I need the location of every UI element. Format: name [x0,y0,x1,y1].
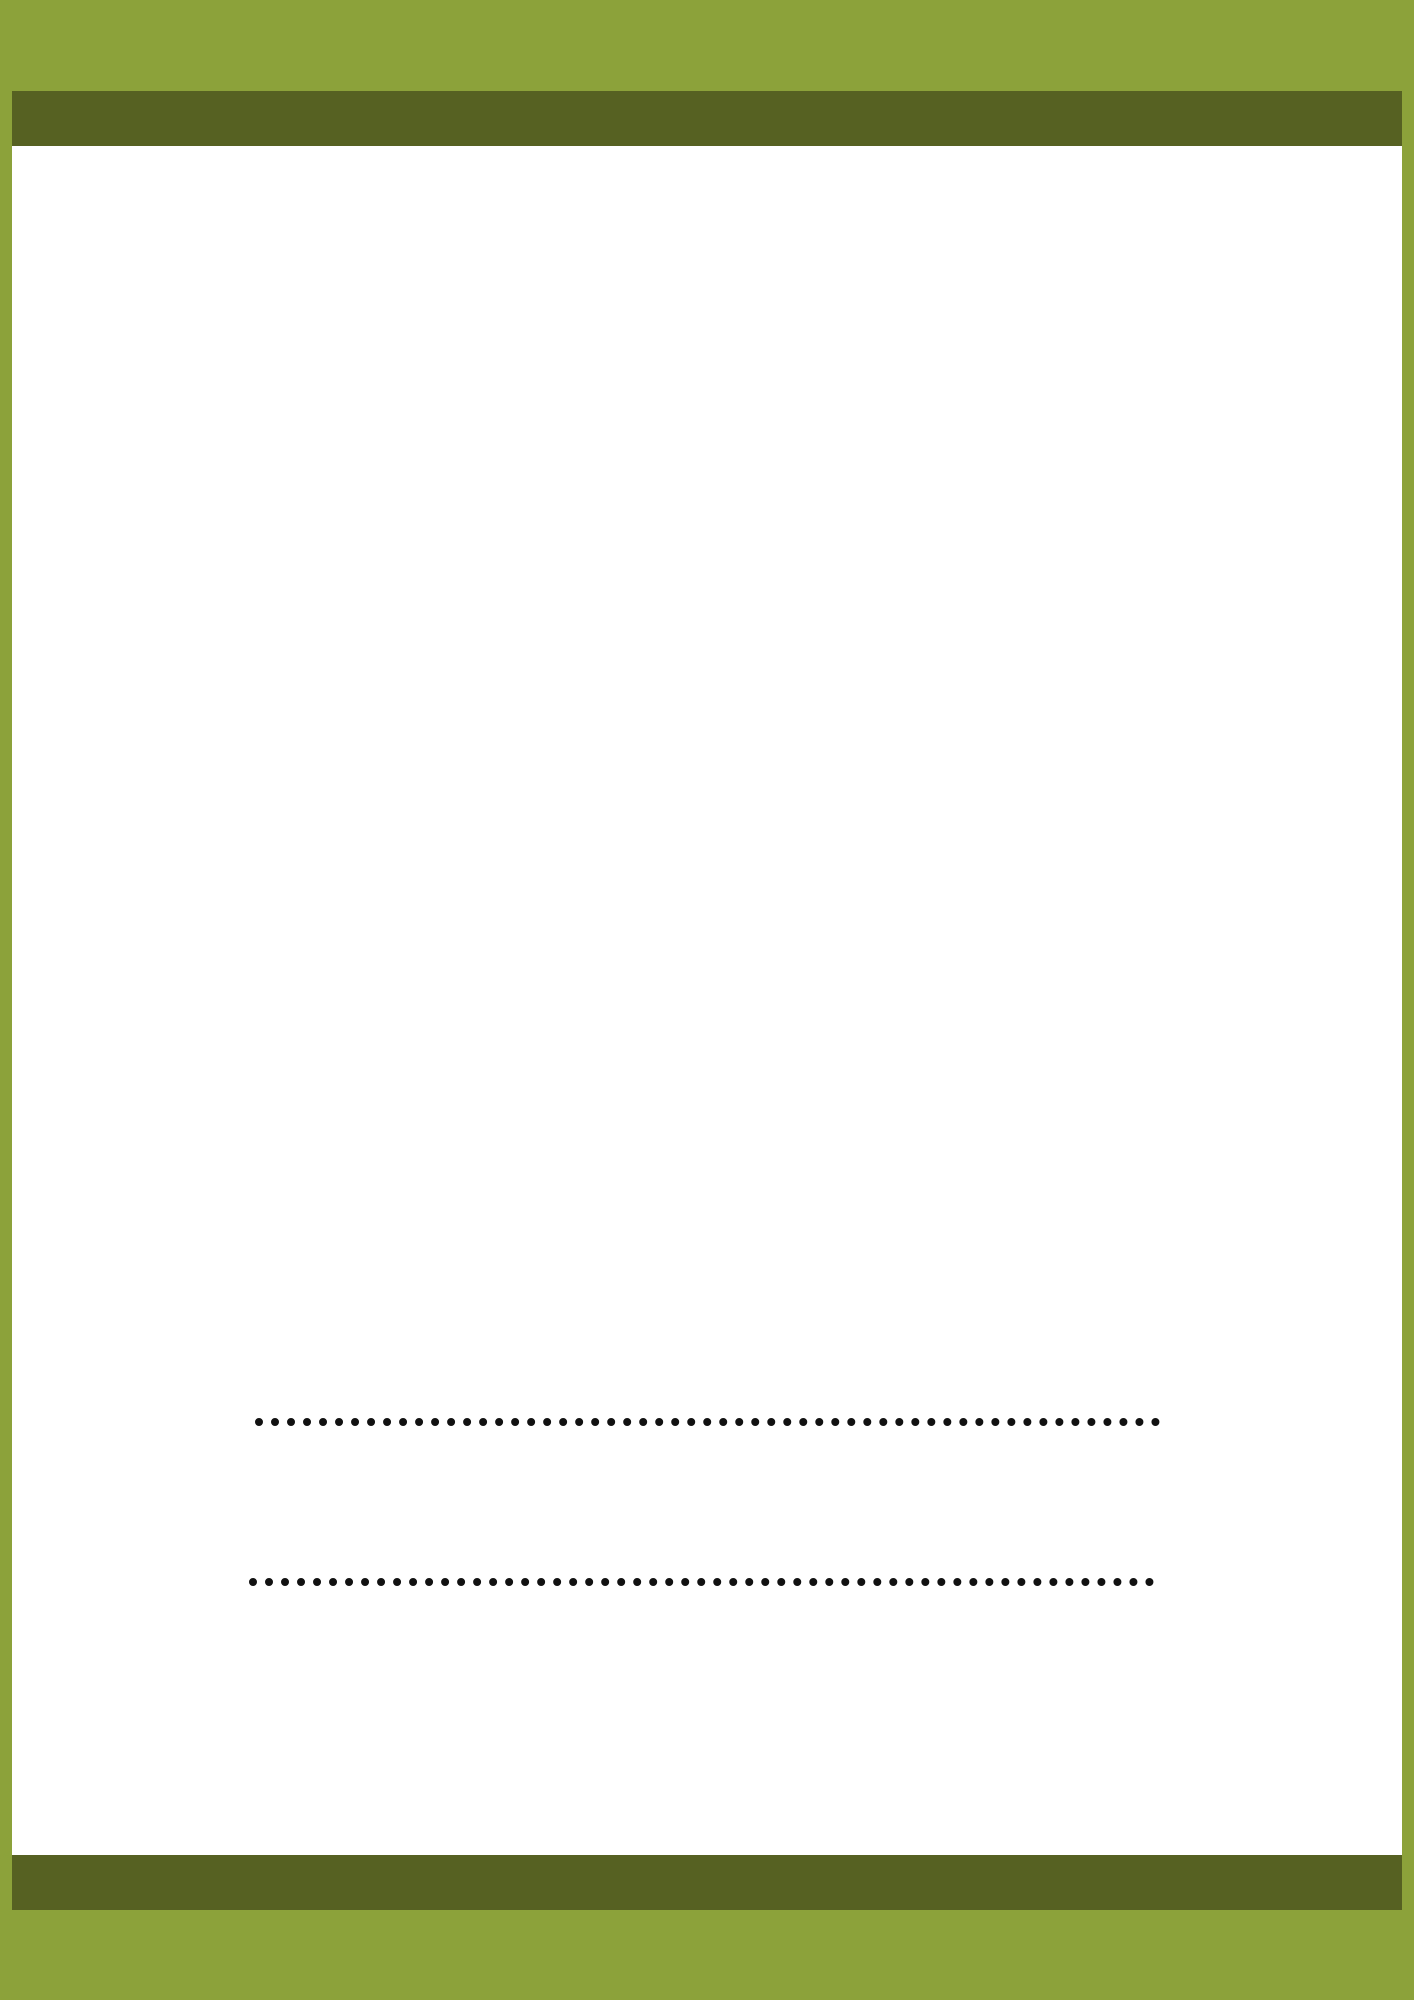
dotted-divider-top [255,1418,1160,1426]
dotted-divider-bottom [249,1578,1154,1586]
flower-watermark [302,566,1122,1546]
top-band [12,91,1402,146]
menu-sheet [12,146,1402,1855]
bottom-band [12,1855,1402,1910]
